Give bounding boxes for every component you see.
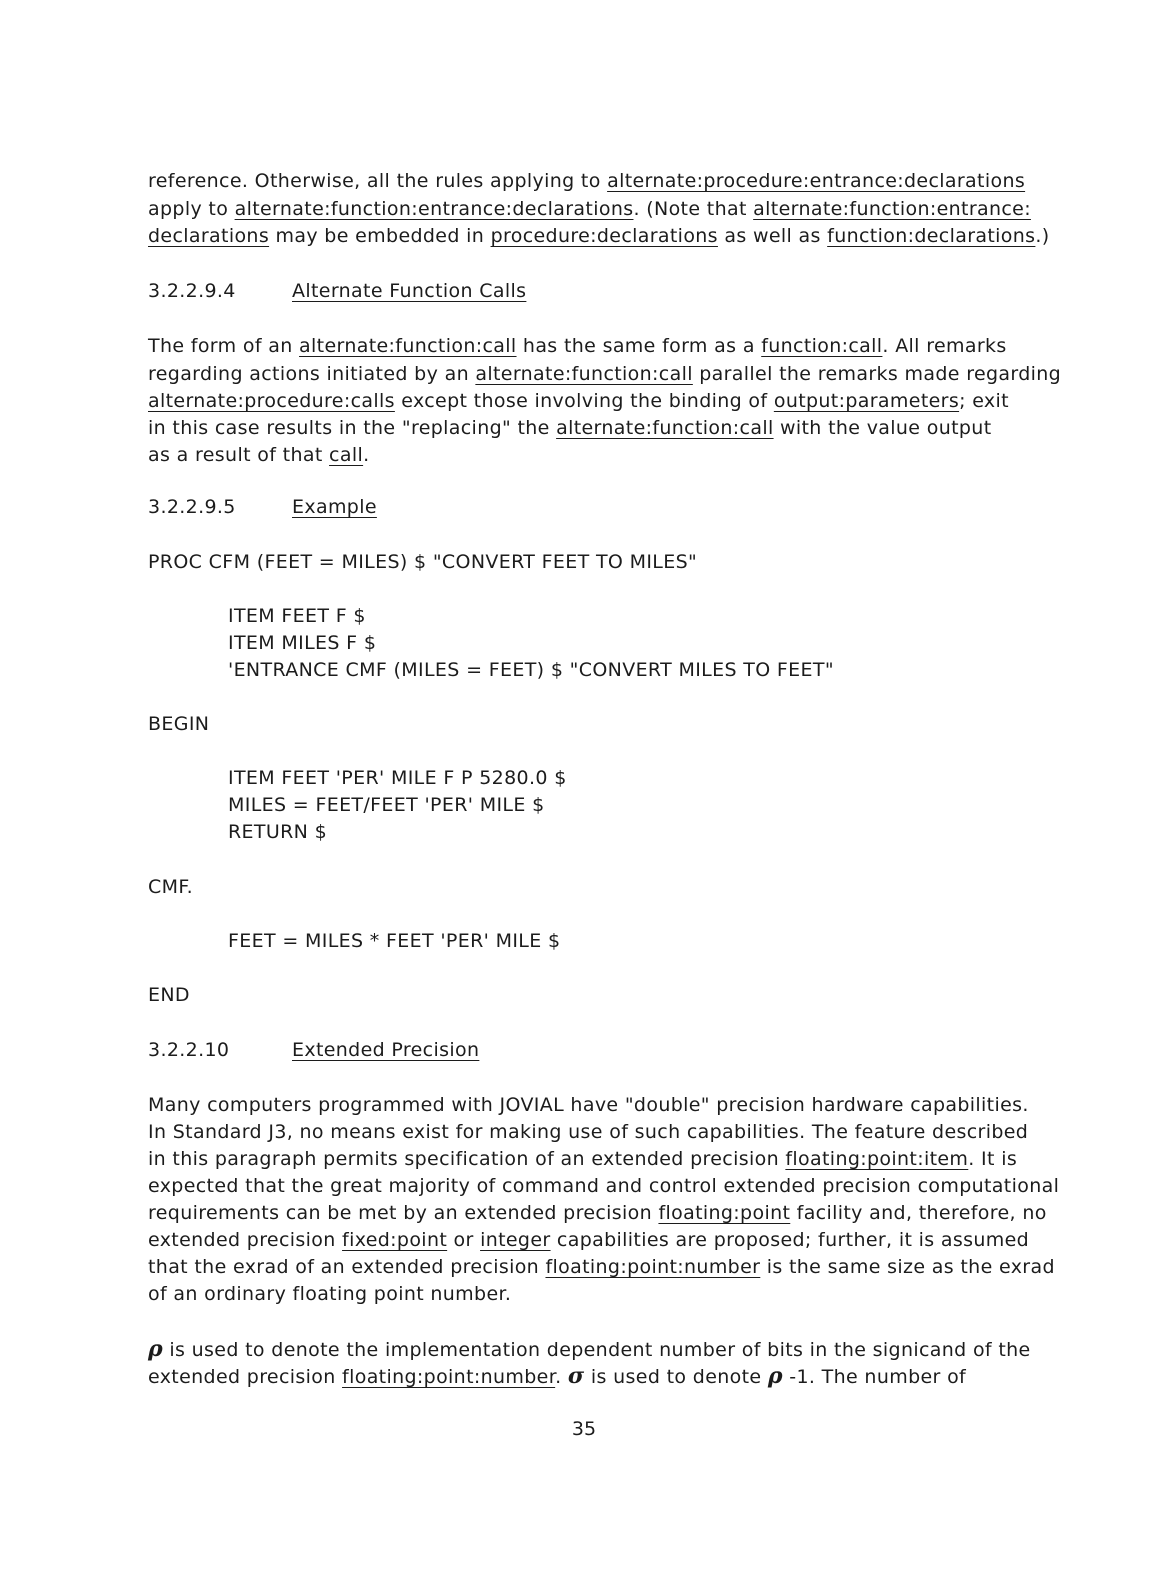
term: alternate:procedure:calls (148, 390, 395, 412)
paragraph-line: extended precision fixed:point or integer capabilities are proposed; further, it is assumed (148, 1229, 1030, 1251)
code-line: BEGIN (148, 713, 210, 735)
paragraph-line: The form of an alternate:function:call has the same form as a function:call. All remarks (148, 335, 1007, 357)
section-number: 3.2.2.9.5 (148, 496, 236, 518)
term: floating:point (658, 1202, 791, 1224)
paragraph-line: apply to alternate:function:entrance:declarations. (Note that alternate:function:entrance: (148, 198, 1031, 220)
term: alternate:function:entrance:declarations (234, 198, 634, 220)
term: alternate:function:call (475, 363, 693, 385)
paragraph-line: declarations may be embedded in procedure:declarations as well as function:declarations.) (148, 225, 1050, 247)
section-heading (148, 1037, 479, 1064)
code-line: ITEM FEET F $ (228, 605, 366, 627)
rho-symbol: ρ (767, 1363, 783, 1389)
section-number: 3.2.2.10 (148, 1039, 230, 1061)
section-title: Example (292, 496, 377, 518)
term: fixed:point (342, 1229, 448, 1251)
code-line: PROC CFM (FEET = MILES) $ "CONVERT FEET TO MILES" (148, 551, 698, 573)
paragraph-line: in this paragraph permits specification of an extended precision floating:point:item. It is (148, 1148, 1018, 1170)
term: alternate:procedure:entrance:declarations (607, 170, 1026, 192)
paragraph-line: in this case results in the "replacing" the alternate:function:call with the value output (148, 417, 992, 439)
term: call (329, 444, 364, 466)
section-heading (148, 278, 526, 305)
term: floating:point:number (545, 1256, 761, 1278)
paragraph-line: alternate:procedure:calls except those involving the binding of output:parameters; exit (148, 390, 1009, 412)
code-line: 'ENTRANCE CMF (MILES = FEET) $ "CONVERT MILES TO FEET" (228, 659, 834, 681)
paragraph-line: extended precision floating:point:number. σ is used to denote ρ -1. The number of (148, 1363, 967, 1389)
term: integer (480, 1229, 551, 1251)
code-line: CMF. (148, 876, 193, 898)
paragraph-line: that the exrad of an extended precision floating:point:number is the same size as the exrad (148, 1256, 1055, 1278)
term: floating:point:item (785, 1148, 969, 1170)
page-number: 35 (571, 1418, 597, 1440)
rho-symbol: ρ (148, 1336, 163, 1362)
section-title: Alternate Function Calls (292, 280, 527, 302)
term: function:call (761, 335, 883, 357)
section-heading (148, 494, 377, 521)
term: alternate:function:call (299, 335, 517, 357)
paragraph-line: Many computers programmed with JOVIAL have "double" precision hardware capabilities. (148, 1094, 1029, 1116)
paragraph-line: ρ is used to denote the implementation dependent number of bits in the signicand of the (148, 1336, 1031, 1362)
term: alternate:function:entrance: (753, 198, 1031, 220)
term: procedure:declarations (490, 225, 718, 247)
sigma-symbol: σ (567, 1363, 585, 1389)
paragraph-line: regarding actions initiated by an alternate:function:call parallel the remarks made regarding (148, 363, 1062, 385)
term: floating:point:number (342, 1366, 556, 1388)
paragraph-line: as a result of that call. (148, 444, 370, 466)
paragraph-line: expected that the great majority of command and control extended precision computational (148, 1175, 1060, 1197)
code-line: RETURN $ (228, 821, 328, 843)
section-title: Extended Precision (292, 1039, 480, 1061)
code-line: ITEM MILES F $ (228, 632, 377, 654)
term: output:parameters (773, 390, 960, 412)
term: declarations (148, 225, 270, 247)
paragraph-line: In Standard J3, no means exist for making use of such capabilities. The feature described (148, 1121, 1029, 1143)
code-line: END (148, 984, 190, 1006)
term: alternate:function:call (556, 417, 774, 439)
code-line: MILES = FEET/FEET 'PER' MILE $ (228, 794, 545, 816)
section-number: 3.2.2.9.4 (148, 280, 236, 302)
paragraph-line: requirements can be met by an extended precision floating:point facility and, therefore, no (148, 1202, 1047, 1224)
paragraph-line: of an ordinary floating point number. (148, 1283, 512, 1305)
code-line: FEET = MILES * FEET 'PER' MILE $ (228, 930, 561, 952)
paragraph-line: reference. Otherwise, all the rules applying to alternate:procedure:entrance:declarations (148, 170, 1026, 192)
code-line: ITEM FEET 'PER' MILE F P 5280.0 $ (228, 767, 567, 789)
term: function:declarations (827, 225, 1036, 247)
